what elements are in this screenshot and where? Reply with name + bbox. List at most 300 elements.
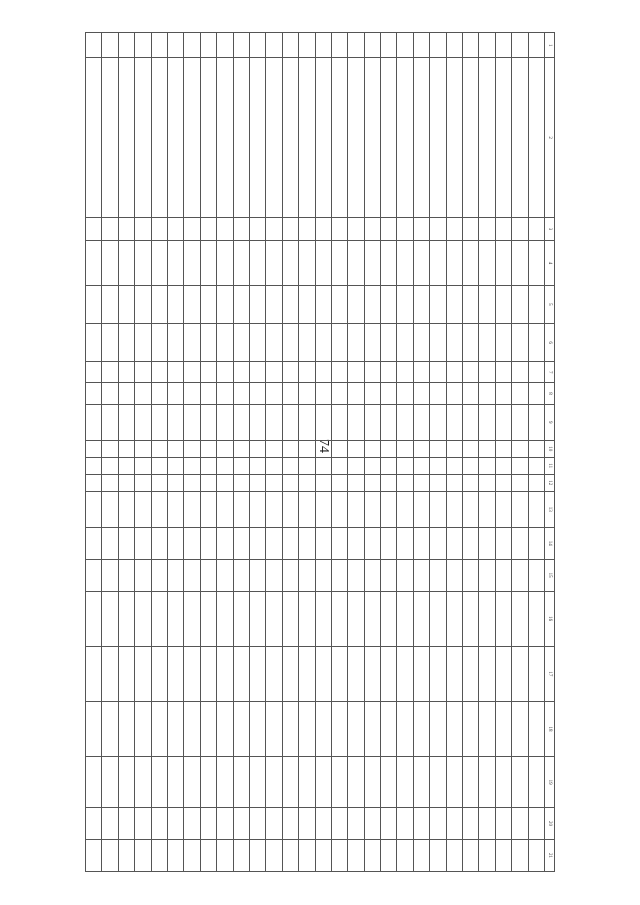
table-cell: [364, 839, 380, 871]
table-cell: [118, 457, 134, 474]
table-cell: [512, 323, 528, 361]
table-cell: [381, 808, 397, 840]
table-cell: [249, 383, 265, 404]
table-cell: [118, 701, 134, 756]
table-cell: [151, 404, 167, 440]
table-cell: [397, 323, 413, 361]
table-cell: [512, 440, 528, 457]
table-cell: [151, 323, 167, 361]
table-cell: [299, 457, 315, 474]
table-cell: [200, 591, 216, 646]
table-cell: [86, 33, 102, 58]
table-cell: [266, 58, 282, 217]
table-cell: [315, 701, 331, 756]
table-cell: [217, 527, 233, 559]
table-cell: [512, 646, 528, 701]
table-cell: [446, 404, 462, 440]
table-cell: [249, 474, 265, 491]
table-cell: [413, 33, 429, 58]
table-row: [168, 33, 184, 872]
table-cell: [397, 591, 413, 646]
table-cell: [102, 808, 118, 840]
table-cell: [479, 491, 495, 527]
table-cell: [479, 285, 495, 323]
table-row: [217, 33, 233, 872]
table-cell: [430, 241, 446, 286]
table-cell: [266, 323, 282, 361]
column-number-12: 12: [545, 474, 555, 491]
table-cell: [299, 839, 315, 871]
table-cell: [151, 440, 167, 457]
table-cell: [381, 383, 397, 404]
table-cell: [266, 241, 282, 286]
table-cell: [151, 559, 167, 591]
table-cell: [381, 559, 397, 591]
table-cell: [200, 323, 216, 361]
table-cell: [151, 241, 167, 286]
table-cell: [528, 839, 544, 871]
table-cell: [381, 58, 397, 217]
table-cell: [299, 323, 315, 361]
table-cell: [364, 591, 380, 646]
table-cell: [413, 285, 429, 323]
table-row: [151, 33, 167, 872]
table-cell: [397, 757, 413, 808]
table-cell: [102, 58, 118, 217]
table-cell: [118, 591, 134, 646]
table-cell: [217, 404, 233, 440]
table-cell: [463, 559, 479, 591]
table-cell: [528, 457, 544, 474]
table-cell: [200, 383, 216, 404]
table-cell: [495, 404, 511, 440]
table-cell: [282, 323, 298, 361]
table-cell: [463, 33, 479, 58]
table-cell: [495, 33, 511, 58]
table-cell: [233, 457, 249, 474]
table-cell: [348, 440, 364, 457]
table-cell: [446, 383, 462, 404]
table-cell: [479, 58, 495, 217]
column-number-19: 19: [545, 757, 555, 808]
table-cell: [102, 404, 118, 440]
table-cell: [348, 33, 364, 58]
table-cell: [282, 491, 298, 527]
table-cell: [479, 591, 495, 646]
table-row: [135, 33, 151, 872]
column-number-18: 18: [545, 701, 555, 756]
table-cell: [331, 808, 347, 840]
table-cell: [151, 217, 167, 240]
table-cell: [381, 701, 397, 756]
table-cell: [86, 527, 102, 559]
table-cell: [315, 58, 331, 217]
table-cell: [168, 440, 184, 457]
table-cell: [364, 474, 380, 491]
table-cell: [266, 701, 282, 756]
table-cell: [184, 491, 200, 527]
table-cell: [397, 58, 413, 217]
table-row: [381, 33, 397, 872]
table-cell: [479, 440, 495, 457]
table-cell: [463, 701, 479, 756]
table-row: [479, 33, 495, 872]
table-cell: [315, 559, 331, 591]
table-cell: [151, 701, 167, 756]
table-cell: [446, 591, 462, 646]
table-cell: [151, 591, 167, 646]
table-cell: [184, 701, 200, 756]
table-row: [86, 33, 102, 872]
table-cell: [168, 757, 184, 808]
table-cell: [282, 646, 298, 701]
table-cell: [168, 527, 184, 559]
table-cell: [102, 757, 118, 808]
table-cell: [331, 440, 347, 457]
table-cell: [528, 808, 544, 840]
table-cell: [217, 58, 233, 217]
table-cell: [282, 285, 298, 323]
table-cell: [102, 701, 118, 756]
table-cell: [217, 383, 233, 404]
column-number-row: [545, 33, 555, 872]
table-cell: [430, 808, 446, 840]
table-cell: [249, 285, 265, 323]
table-cell: [184, 527, 200, 559]
table-cell: [233, 808, 249, 840]
table-cell: [200, 241, 216, 286]
table-cell: [463, 591, 479, 646]
table-cell: [168, 457, 184, 474]
table-cell: [200, 440, 216, 457]
table-cell: [249, 491, 265, 527]
table-cell: [463, 58, 479, 217]
table-cell: [266, 404, 282, 440]
table-cell: [135, 440, 151, 457]
table-cell: [233, 440, 249, 457]
table-cell: [118, 808, 134, 840]
table-cell: [86, 440, 102, 457]
table-row: [348, 33, 364, 872]
table-cell: [86, 217, 102, 240]
table-cell: [118, 646, 134, 701]
table-cell: [364, 440, 380, 457]
table-cell: [495, 457, 511, 474]
table-cell: [233, 323, 249, 361]
table-cell: [348, 757, 364, 808]
table-cell: [528, 362, 544, 383]
table-cell: [397, 217, 413, 240]
table-cell: [168, 808, 184, 840]
table-cell: [397, 241, 413, 286]
table-row: [512, 33, 528, 872]
table-cell: [331, 757, 347, 808]
table-row: [249, 33, 265, 872]
table-cell: [135, 285, 151, 323]
table-cell: [102, 491, 118, 527]
table-cell: [102, 217, 118, 240]
table-cell: [233, 757, 249, 808]
table-cell: [168, 33, 184, 58]
table-cell: [348, 839, 364, 871]
table-cell: [446, 217, 462, 240]
table-cell: [200, 559, 216, 591]
table-row: [184, 33, 200, 872]
table-cell: [315, 527, 331, 559]
table-cell: [381, 591, 397, 646]
table-cell: [479, 646, 495, 701]
table-cell: [200, 217, 216, 240]
table-cell: [135, 527, 151, 559]
register-table: [85, 32, 555, 872]
table-cell: [184, 362, 200, 383]
table-cell: [528, 591, 544, 646]
table-cell: [430, 839, 446, 871]
table-cell: [135, 457, 151, 474]
table-cell: [479, 474, 495, 491]
table-cell: [151, 808, 167, 840]
table-cell: [200, 457, 216, 474]
table-cell: [430, 362, 446, 383]
table-cell: [446, 757, 462, 808]
table-cell: [397, 559, 413, 591]
table-cell: [348, 404, 364, 440]
table-cell: [282, 58, 298, 217]
table-cell: [397, 404, 413, 440]
table-cell: [528, 217, 544, 240]
table-cell: [233, 362, 249, 383]
column-number-1: 1: [545, 33, 555, 58]
table-cell: [135, 383, 151, 404]
column-number-11: 11: [545, 457, 555, 474]
table-cell: [331, 527, 347, 559]
table-cell: [495, 527, 511, 559]
table-cell: [299, 646, 315, 701]
table-cell: [364, 701, 380, 756]
table-cell: [331, 404, 347, 440]
table-cell: [282, 591, 298, 646]
table-cell: [299, 559, 315, 591]
table-cell: [233, 285, 249, 323]
table-cell: [135, 757, 151, 808]
table-cell: [102, 285, 118, 323]
table-cell: [512, 527, 528, 559]
table-cell: [217, 591, 233, 646]
table-cell: [102, 33, 118, 58]
table-cell: [266, 527, 282, 559]
table-cell: [151, 527, 167, 559]
table-cell: [348, 457, 364, 474]
table-cell: [528, 646, 544, 701]
table-cell: [348, 474, 364, 491]
table-cell: [512, 241, 528, 286]
table-cell: [200, 58, 216, 217]
table-cell: [463, 285, 479, 323]
table-cell: [135, 58, 151, 217]
table-cell: [315, 491, 331, 527]
table-cell: [495, 808, 511, 840]
table-cell: [495, 383, 511, 404]
table-cell: [397, 808, 413, 840]
table-cell: [86, 591, 102, 646]
table-cell: [135, 808, 151, 840]
table-cell: [413, 701, 429, 756]
table-cell: [348, 527, 364, 559]
column-number-4: 4: [545, 241, 555, 286]
table-cell: [463, 404, 479, 440]
column-number-17: 17: [545, 646, 555, 701]
table-cell: [282, 474, 298, 491]
table-cell: [315, 362, 331, 383]
table-cell: [86, 757, 102, 808]
table-cell: [512, 701, 528, 756]
table-cell: [233, 241, 249, 286]
table-cell: [217, 646, 233, 701]
table-cell: [430, 33, 446, 58]
table-cell: [495, 241, 511, 286]
table-cell: [315, 323, 331, 361]
table-cell: [528, 323, 544, 361]
table-cell: [249, 559, 265, 591]
table-cell: [430, 383, 446, 404]
table-cell: [86, 474, 102, 491]
table-row: [331, 33, 347, 872]
table-cell: [446, 241, 462, 286]
table-cell: [413, 839, 429, 871]
table-cell: [364, 323, 380, 361]
table-cell: [233, 527, 249, 559]
table-cell: [200, 527, 216, 559]
table-cell: [331, 646, 347, 701]
table-cell: [135, 33, 151, 58]
table-cell: [118, 559, 134, 591]
table-cell: [217, 33, 233, 58]
table-cell: [479, 527, 495, 559]
table-cell: [168, 383, 184, 404]
table-row: [397, 33, 413, 872]
table-cell: [151, 839, 167, 871]
table-cell: [528, 701, 544, 756]
table-cell: [102, 646, 118, 701]
table-cell: [364, 646, 380, 701]
table-cell: [217, 217, 233, 240]
table-cell: [528, 527, 544, 559]
table-cell: [479, 323, 495, 361]
table-cell: [495, 217, 511, 240]
table-cell: [495, 839, 511, 871]
table-cell: [348, 58, 364, 217]
table-cell: [512, 808, 528, 840]
table-cell: [413, 808, 429, 840]
table-cell: [266, 33, 282, 58]
table-cell: [118, 285, 134, 323]
table-cell: [184, 591, 200, 646]
table-cell: [217, 323, 233, 361]
table-cell: [413, 383, 429, 404]
table-cell: [200, 808, 216, 840]
table-cell: [430, 457, 446, 474]
table-cell: [299, 58, 315, 217]
table-cell: [168, 241, 184, 286]
table-cell: [86, 285, 102, 323]
table-cell: [364, 457, 380, 474]
table-cell: [315, 33, 331, 58]
table-cell: [151, 757, 167, 808]
table-cell: [463, 217, 479, 240]
table-cell: [463, 241, 479, 286]
table-cell: [430, 591, 446, 646]
column-number-7: 7: [545, 362, 555, 383]
table-cell: [86, 491, 102, 527]
table-cell: [446, 701, 462, 756]
table-cell: [168, 559, 184, 591]
table-cell: [102, 527, 118, 559]
table-cell: [217, 241, 233, 286]
table-row: [495, 33, 511, 872]
table-cell: [135, 404, 151, 440]
table-cell: [135, 591, 151, 646]
table-cell: [168, 362, 184, 383]
table-cell: [217, 701, 233, 756]
table-cell: [217, 285, 233, 323]
table-cell: [233, 217, 249, 240]
table-cell: [495, 701, 511, 756]
table-cell: [381, 362, 397, 383]
table-cell: [463, 323, 479, 361]
table-cell: [397, 33, 413, 58]
table-cell: [217, 559, 233, 591]
table-cell: [331, 839, 347, 871]
table-cell: [315, 646, 331, 701]
table-cell: [364, 491, 380, 527]
table-cell: [528, 474, 544, 491]
table-cell: [266, 839, 282, 871]
table-cell: [217, 474, 233, 491]
table-cell: [315, 241, 331, 286]
table-cell: [118, 33, 134, 58]
table-cell: [348, 217, 364, 240]
table-cell: [282, 404, 298, 440]
table-cell: [200, 839, 216, 871]
column-number-6: 6: [545, 323, 555, 361]
table-cell: [528, 559, 544, 591]
table-cell: [249, 839, 265, 871]
table-cell: [233, 383, 249, 404]
table-cell: [528, 33, 544, 58]
table-cell: [446, 808, 462, 840]
table-cell: [299, 241, 315, 286]
table-cell: [446, 362, 462, 383]
table-cell: [151, 362, 167, 383]
table-cell: [86, 362, 102, 383]
table-cell: [266, 757, 282, 808]
table-cell: [430, 404, 446, 440]
table-cell: [446, 491, 462, 527]
table-cell: [446, 474, 462, 491]
table-cell: [446, 559, 462, 591]
table-cell: [463, 474, 479, 491]
table-cell: [413, 559, 429, 591]
table-cell: [348, 323, 364, 361]
table-cell: [249, 757, 265, 808]
table-cell: [430, 217, 446, 240]
table-cell: [299, 701, 315, 756]
table-cell: [233, 646, 249, 701]
table-cell: [200, 404, 216, 440]
table-cell: [331, 217, 347, 240]
column-number-3: 3: [545, 217, 555, 240]
table-cell: [479, 404, 495, 440]
